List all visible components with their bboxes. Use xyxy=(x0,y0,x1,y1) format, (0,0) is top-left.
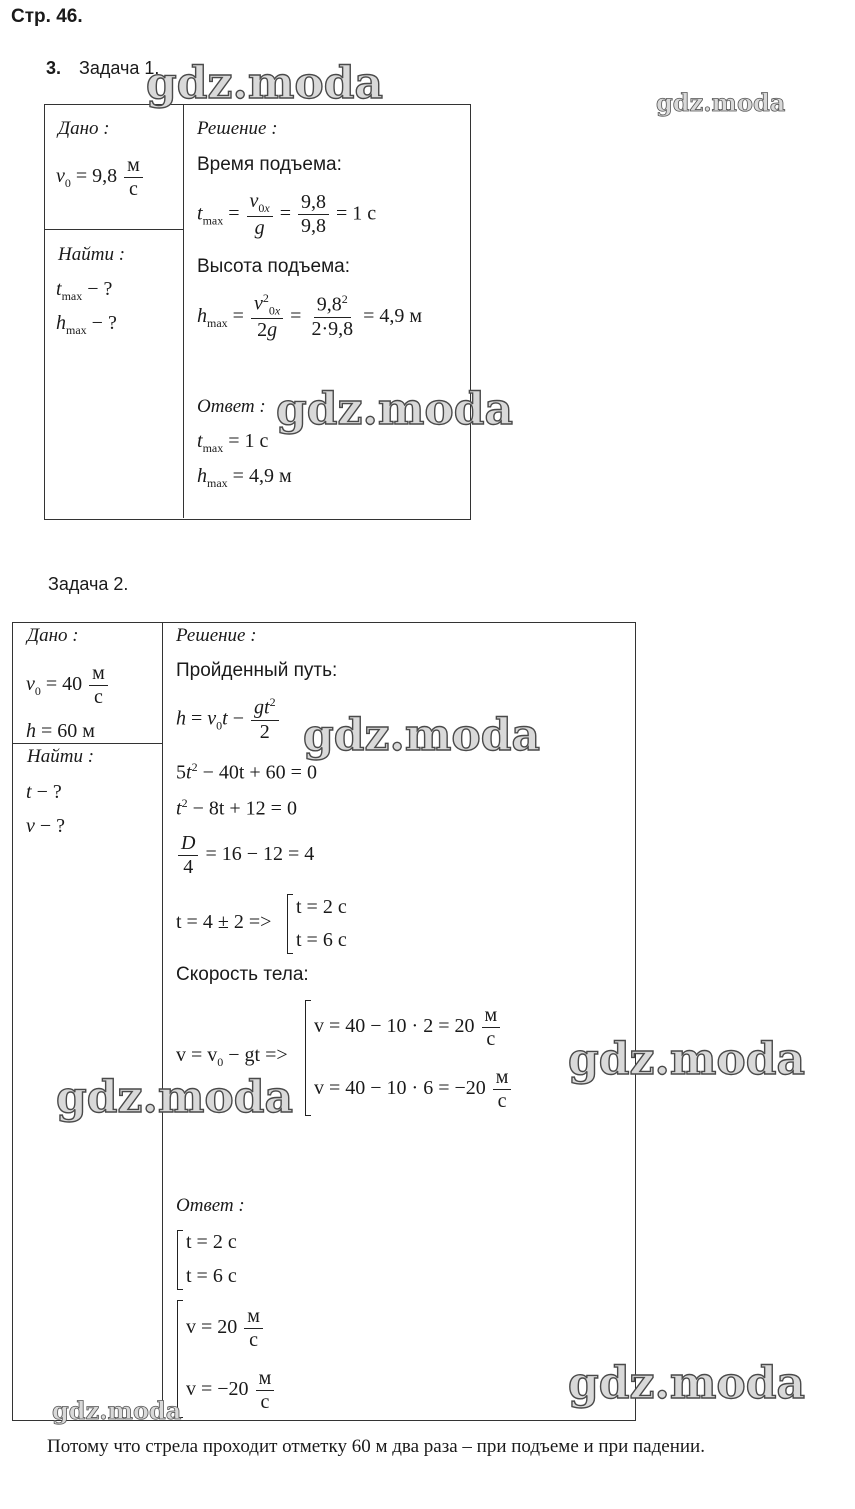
task1-rise-height-label: Высота подъема: xyxy=(197,256,350,277)
task1-find-t: $t_{max}$ − ? xyxy=(56,278,113,303)
task2-given-v0: $v_0 = 40$ $\frac{м}{с}$ xyxy=(26,662,110,709)
task2-divider-vertical xyxy=(162,622,163,1419)
task1-answer-h: $h_{max} = 4,9$ м xyxy=(197,465,292,490)
task2-answer-v1: v = 20 $\frac{м}{с}$ xyxy=(186,1305,265,1352)
task2-divider-horizontal xyxy=(12,743,162,744)
task2-solution-label: Решение : xyxy=(176,625,257,646)
task1-formula-t: $t_{max}$ = $\frac{v_{0x}}{g}$ = $\frac{9,8}{9,8}$ = 1 с xyxy=(197,190,377,239)
task1-divider-vertical xyxy=(183,104,184,518)
task2-given-h: h = 60 м xyxy=(26,720,95,742)
task2-title: Задача 2. xyxy=(48,574,129,594)
task2-speed-label: Скорость тела: xyxy=(176,964,309,985)
task1-v0-value: 9,8 xyxy=(92,165,118,188)
conclusion-text: Потому что стрела проходит отметку 60 м два раза – при подъеме и при падении. xyxy=(47,1436,705,1457)
task2-find-label: Найти : xyxy=(27,746,95,767)
watermark-4: gdz.moda xyxy=(303,710,541,761)
task2-answer-t2: t = 6 с xyxy=(186,1265,237,1287)
task1-rise-time-label: Время подъема: xyxy=(197,154,342,175)
task-number: 3. xyxy=(46,58,62,78)
task1-formula-h: $h_{max}$ = $\frac{v^2_{0x}}{2g}$ = $\frac{9,8^2}{2\cdot 9,8}$ = 4,9 м xyxy=(197,291,423,342)
task2-root2: t = 6 с xyxy=(296,929,347,951)
task1-given-v0: $v_0 = 9,8$ $\frac{м}{с}$ xyxy=(56,154,145,201)
task2-root1: t = 2 с xyxy=(296,896,347,918)
watermark-6: gdz.moda xyxy=(56,1072,294,1123)
watermark-8: gdz.moda xyxy=(52,1396,182,1425)
watermark-5: gdz.moda xyxy=(568,1034,806,1085)
task1-answer-label: Ответ : xyxy=(197,396,266,417)
watermark-1: gdz.moda xyxy=(146,58,384,109)
task2-speed-bracket xyxy=(305,1000,311,1116)
task1-find-h: $h_{max}$ − ? xyxy=(56,312,117,337)
unit-m: м xyxy=(124,154,143,178)
task2-speed-lhs: $v = v_0$ − gt => xyxy=(176,1044,288,1069)
task2-eq3: $\frac{D}{4}$ = 16 − 12 = 4 xyxy=(176,832,314,879)
unit-s: с xyxy=(129,178,138,200)
task2-path-label: Пройденный путь: xyxy=(176,660,338,681)
task2-answer-v2: v = −20 $\frac{м}{с}$ xyxy=(186,1367,276,1414)
task2-speed1: v = 40 − 10 · 2 = 20 $\frac{м}{с}$ xyxy=(314,1004,502,1051)
task1-title: Задача 1. xyxy=(79,58,160,78)
task2-answer-t-bracket xyxy=(177,1230,183,1290)
task2-answer-t1: t = 2 с xyxy=(186,1231,237,1253)
task1-given-label: Дано : xyxy=(58,118,110,139)
task2-roots-bracket xyxy=(287,894,293,954)
task1-find-label: Найти : xyxy=(58,244,126,265)
watermark-2: gdz.moda xyxy=(656,88,786,117)
task1-answer-t: $t_{max} = 1$ с xyxy=(197,430,269,455)
watermark-7: gdz.moda xyxy=(568,1358,806,1409)
task2-eq1: $5t^2 - 40t + 60 = 0$ xyxy=(176,760,317,784)
task2-answer-v-bracket xyxy=(177,1300,183,1418)
task1-solution-label: Решение : xyxy=(197,118,278,139)
task2-answer-label: Ответ : xyxy=(176,1195,245,1216)
task2-find-v: v − ? xyxy=(26,815,66,837)
task2-eq2: $t^2 - 8t + 12 = 0$ xyxy=(176,796,297,820)
watermark-3: gdz.moda xyxy=(276,384,514,435)
task1-divider-horizontal xyxy=(44,229,183,230)
task2-speed2: v = 40 − 10 · 6 = −20 $\frac{м}{с}$ xyxy=(314,1066,513,1113)
task2-roots-lhs: t = 4 ± 2 => xyxy=(176,911,272,933)
task2-find-t: t − ? xyxy=(26,781,62,803)
task2-given-label: Дано : xyxy=(27,625,79,646)
page-label: Стр. 46. xyxy=(11,6,83,27)
task2-formula-path: $h = v_0t$ − $\frac{gt^2}{2}$ xyxy=(176,696,281,744)
